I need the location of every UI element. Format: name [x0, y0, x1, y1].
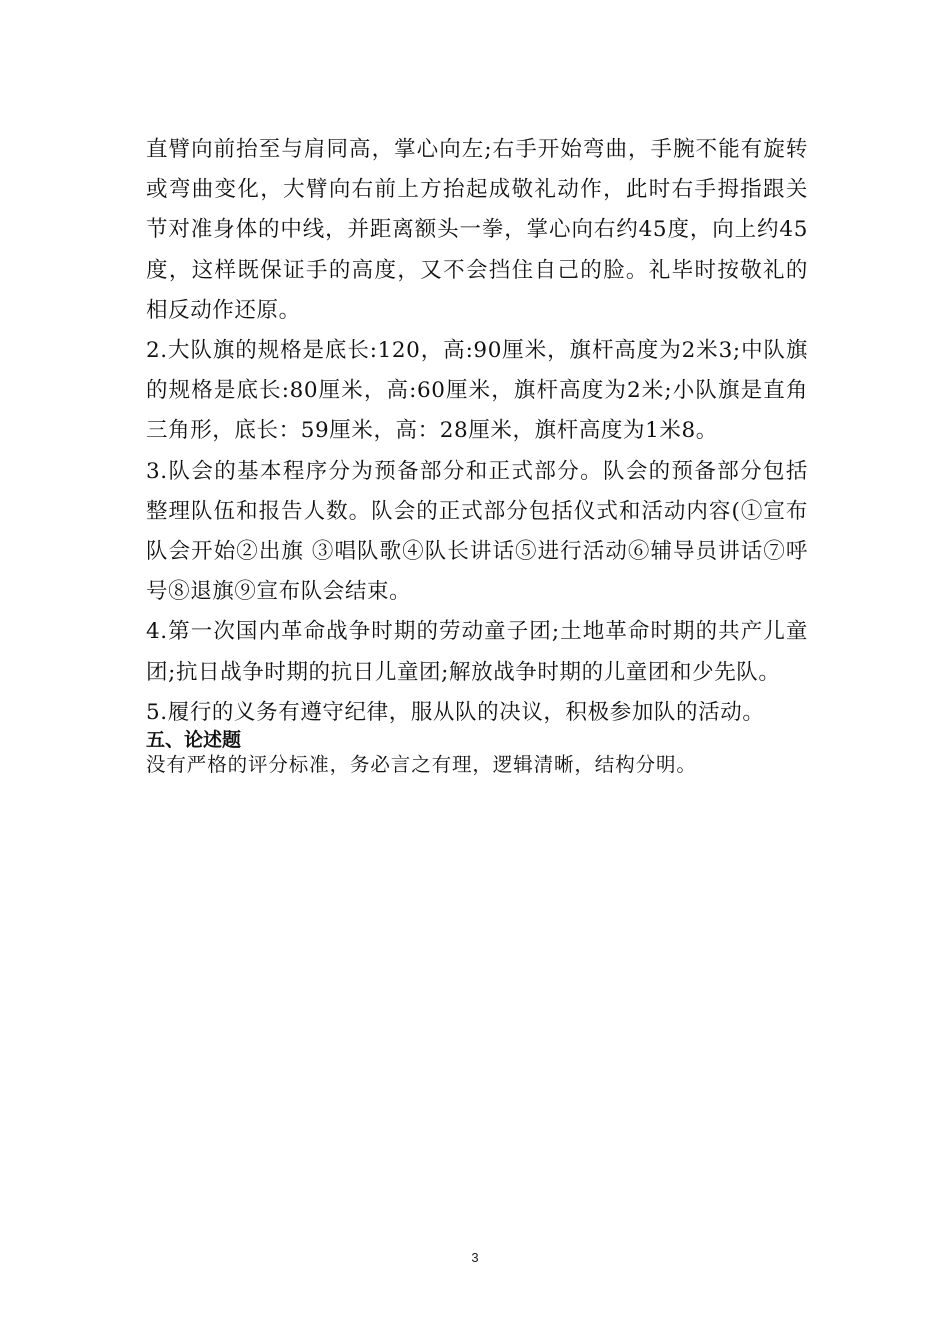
paragraph-history: 4.第一次国内革命战争时期的劳动童子团;土地革命时期的共产儿童团;抗日战争时期的抗日儿童团;解放战争时期的儿童团和少先队。 — [146, 619, 808, 685]
paragraph-obligations: 5.履行的义务有遵守纪律，服从队的决议，积极参加队的活动。 — [146, 699, 765, 725]
page-number: 3 — [471, 1250, 479, 1265]
section-text: 没有严格的评分标准，务必言之有理，逻辑清晰，结构分明。 — [146, 753, 697, 777]
paragraph-flag-specs: 2.大队旗的规格是底长:120，高:90厘米，旗杆高度为2米3;中队旗的规格是底长:80厘米，高:60厘米，旗杆高度为2米;小队旗是直角三角形，底长：59厘米，高：28厘米，旗杆高度为1米8。 — [146, 338, 808, 444]
section-heading: 五、论述题 — [146, 729, 242, 752]
paragraph-meeting-procedure: 3.队会的基本程序分为预备部分和正式部分。队会的预备部分包括整理队伍和报告人数。队会的正式部分包括仪式和活动内容(①宣布队会开始②出旗 ③唱队歌④队长讲话⑤进行活动⑥辅导员讲话⑦呼号⑧退旗⑨宣布队会结束。 — [146, 458, 808, 605]
document-body — [146, 130, 808, 779]
paragraph-salute-description: 直臂向前抬至与肩同高，掌心向左;右手开始弯曲，手腕不能有旋转或弯曲变化，大臂向右前上方抬起成敬礼动作，此时右手拇指跟关节对准身体的中线，并距离额头一拳，掌心向右约45度，向上约45度，这样既保证手的高度，又不会挡住自己的脸。礼毕时按敬礼的相反动作还原。 — [146, 137, 808, 323]
